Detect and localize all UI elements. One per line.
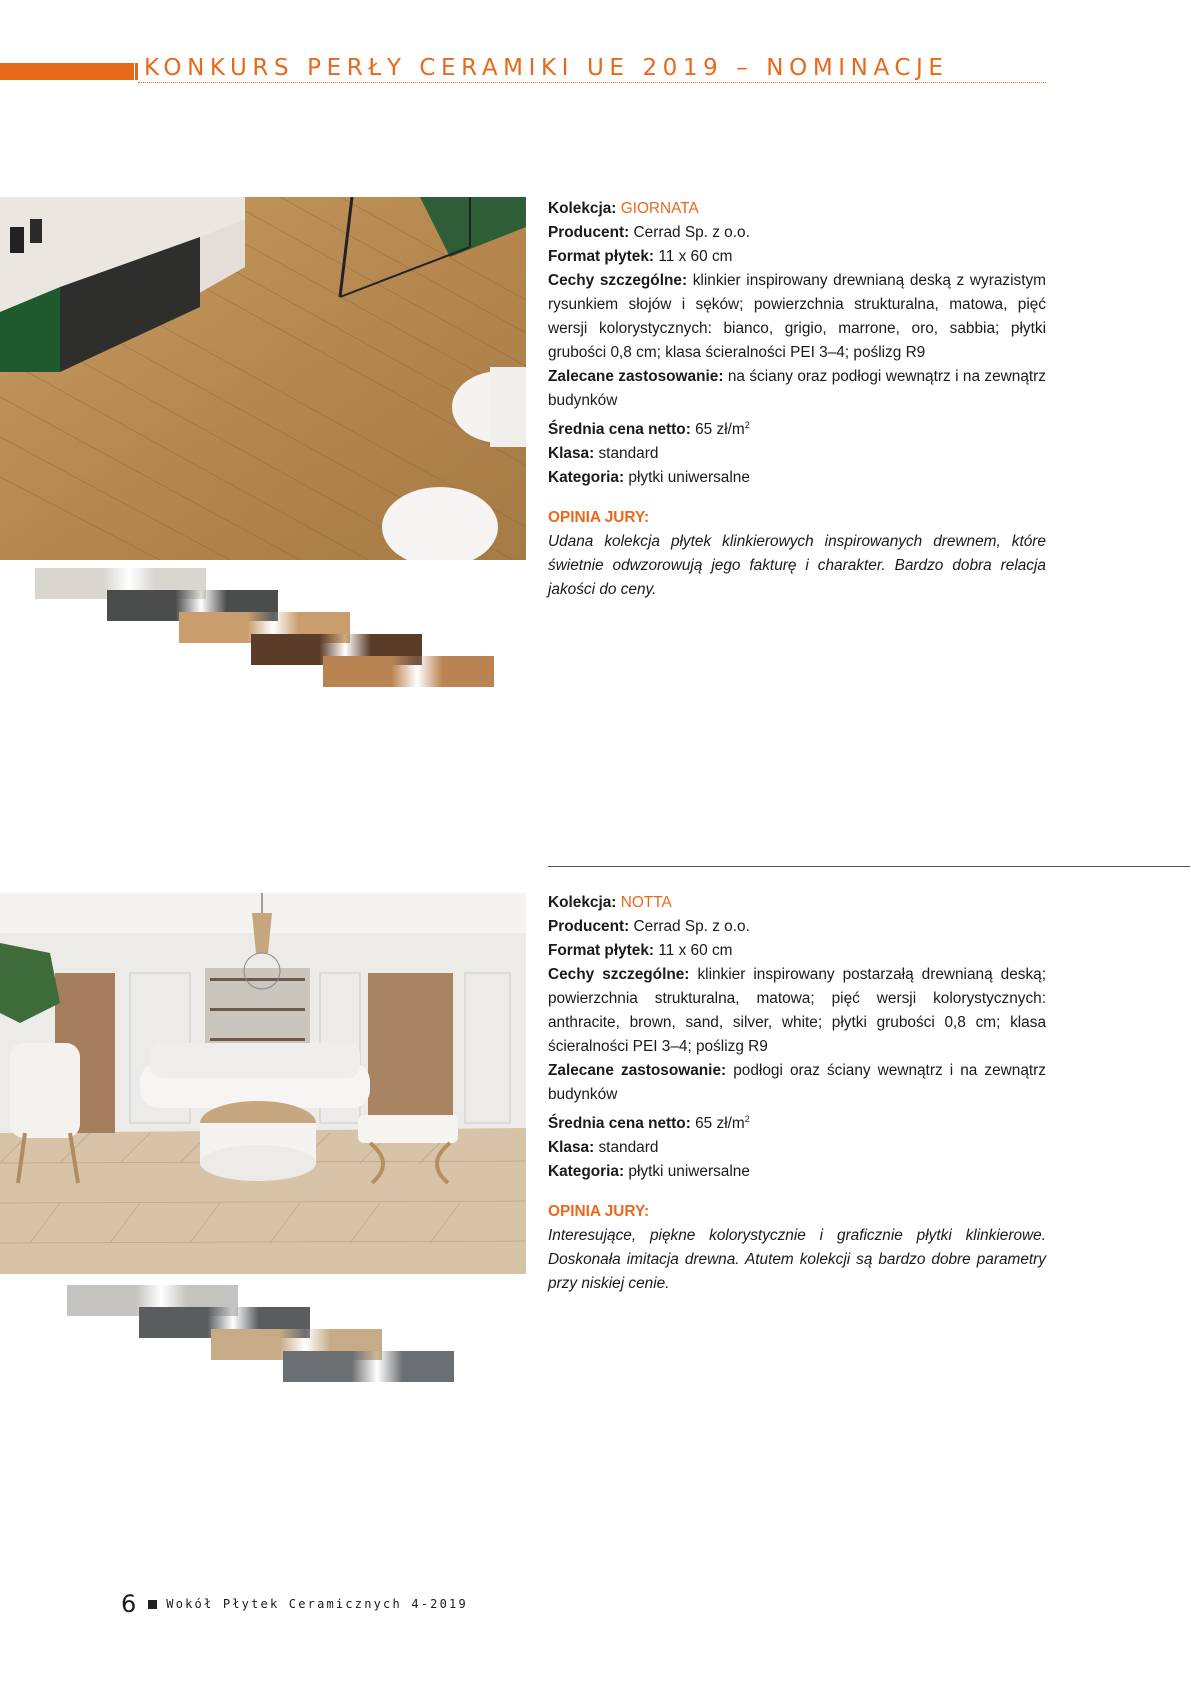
jury-opinion-text: Interesujące, piękne kolorystycznie i graficznie płytki klinkierowe. Doskonała imitacja drewna. Atutem kolekcji są bardzo dobre parametry przy niskiej cenie. [548, 1227, 1046, 1293]
collection-name: GIORNATA [620, 200, 699, 217]
cena-value: 65 zł/m [695, 421, 745, 439]
producent-label: Producent: [548, 224, 630, 241]
cechy-label: Cechy szczególne: [548, 272, 688, 289]
kategoria-label: Kategoria: [548, 1163, 625, 1181]
collection-name: NOTTA [620, 894, 672, 911]
section-divider [548, 866, 1190, 867]
klasa-label: Klasa: [548, 1139, 595, 1157]
publication-name: Wokół Płytek Ceramicznych 4-2019 [166, 1597, 468, 1611]
producent-label: Producent: [548, 918, 630, 935]
format-label: Format płytek: [548, 248, 655, 265]
cena-unit-exponent: 2 [744, 1114, 750, 1124]
page-footer [121, 1590, 468, 1618]
giornata-interior-photo [0, 197, 526, 560]
kolekcja-label: Kolekcja: [548, 894, 617, 911]
notta-interior-photo [0, 893, 526, 1274]
header-dotted-rule [138, 82, 1046, 83]
cechy-value: klinkier inspirowany drewnianą deską z wyrazistym rysunkiem słojów i sęków; powierzchnia strukturalna, matowa, pięć wersji kolorystycznych: bianco, grigio, marrone, oro, sabbia; płytki grubości 0,8 cm; klasa ścieralności PEI 3–4; poślizg R9 [548, 272, 1046, 361]
jury-opinion-heading: OPINIA JURY: [548, 1203, 650, 1221]
zalecane-value: podłogi oraz ściany wewnątrz i na zewnątrz budynków [548, 1062, 1046, 1103]
format-value: 11 x 60 cm [658, 248, 733, 265]
kategoria-label: Kategoria: [548, 469, 625, 487]
kategoria-value: płytki uniwersalne [628, 469, 750, 487]
kolekcja-label: Kolekcja: [548, 200, 617, 217]
page-title: KONKURS PERŁY CERAMIKI UE 2019 – NOMINACJE [144, 55, 949, 81]
zalecane-value: na ściany oraz podłogi wewnątrz i na zewnątrz budynków [548, 368, 1046, 409]
klasa-value: standard [598, 1139, 659, 1157]
giornata-swatch-5 [323, 656, 494, 687]
cena-label: Średnia cena netto: [548, 421, 691, 439]
zalecane-label: Zalecane zastosowanie: [548, 368, 724, 385]
kategoria-value: płytki uniwersalne [628, 1163, 750, 1181]
jury-opinion-text: Udana kolekcja płytek klinkierowych inspirowanych drewnem, które świetnie odwzorowują jego fakturę i charakter. Bardzo dobra relacja jakości do ceny. [548, 533, 1046, 599]
notta-details [548, 891, 1046, 1296]
zalecane-label: Zalecane zastosowanie: [548, 1062, 727, 1079]
producent-value: Cerrad Sp. z o.o. [633, 224, 750, 241]
cena-label: Średnia cena netto: [548, 1115, 691, 1133]
producent-value: Cerrad Sp. z o.o. [633, 918, 750, 935]
cena-unit-exponent: 2 [744, 420, 750, 430]
notta-swatch-4 [283, 1351, 454, 1382]
jury-opinion-heading: OPINIA JURY: [548, 509, 650, 527]
page-number: 6 [121, 1590, 137, 1618]
footer-square-icon [148, 1600, 157, 1609]
header-accent-separator [135, 63, 138, 80]
header-accent-bar [0, 63, 134, 80]
giornata-details [548, 197, 1046, 602]
format-value: 11 x 60 cm [658, 942, 733, 959]
cena-value: 65 zł/m [695, 1115, 745, 1133]
klasa-value: standard [598, 445, 659, 463]
cechy-label: Cechy szczególne: [548, 966, 690, 983]
format-label: Format płytek: [548, 942, 655, 959]
klasa-label: Klasa: [548, 445, 595, 463]
cechy-value: klinkier inspirowany postarzałą drewnianą deską; powierzchnia strukturalna, matowa; pięć wersji kolorystycznych: anthracite, brown, sand, silver, white; płytki grubości 0,8 cm; klasa ścieralności PEI 3–4; poślizg R9 [548, 966, 1046, 1055]
